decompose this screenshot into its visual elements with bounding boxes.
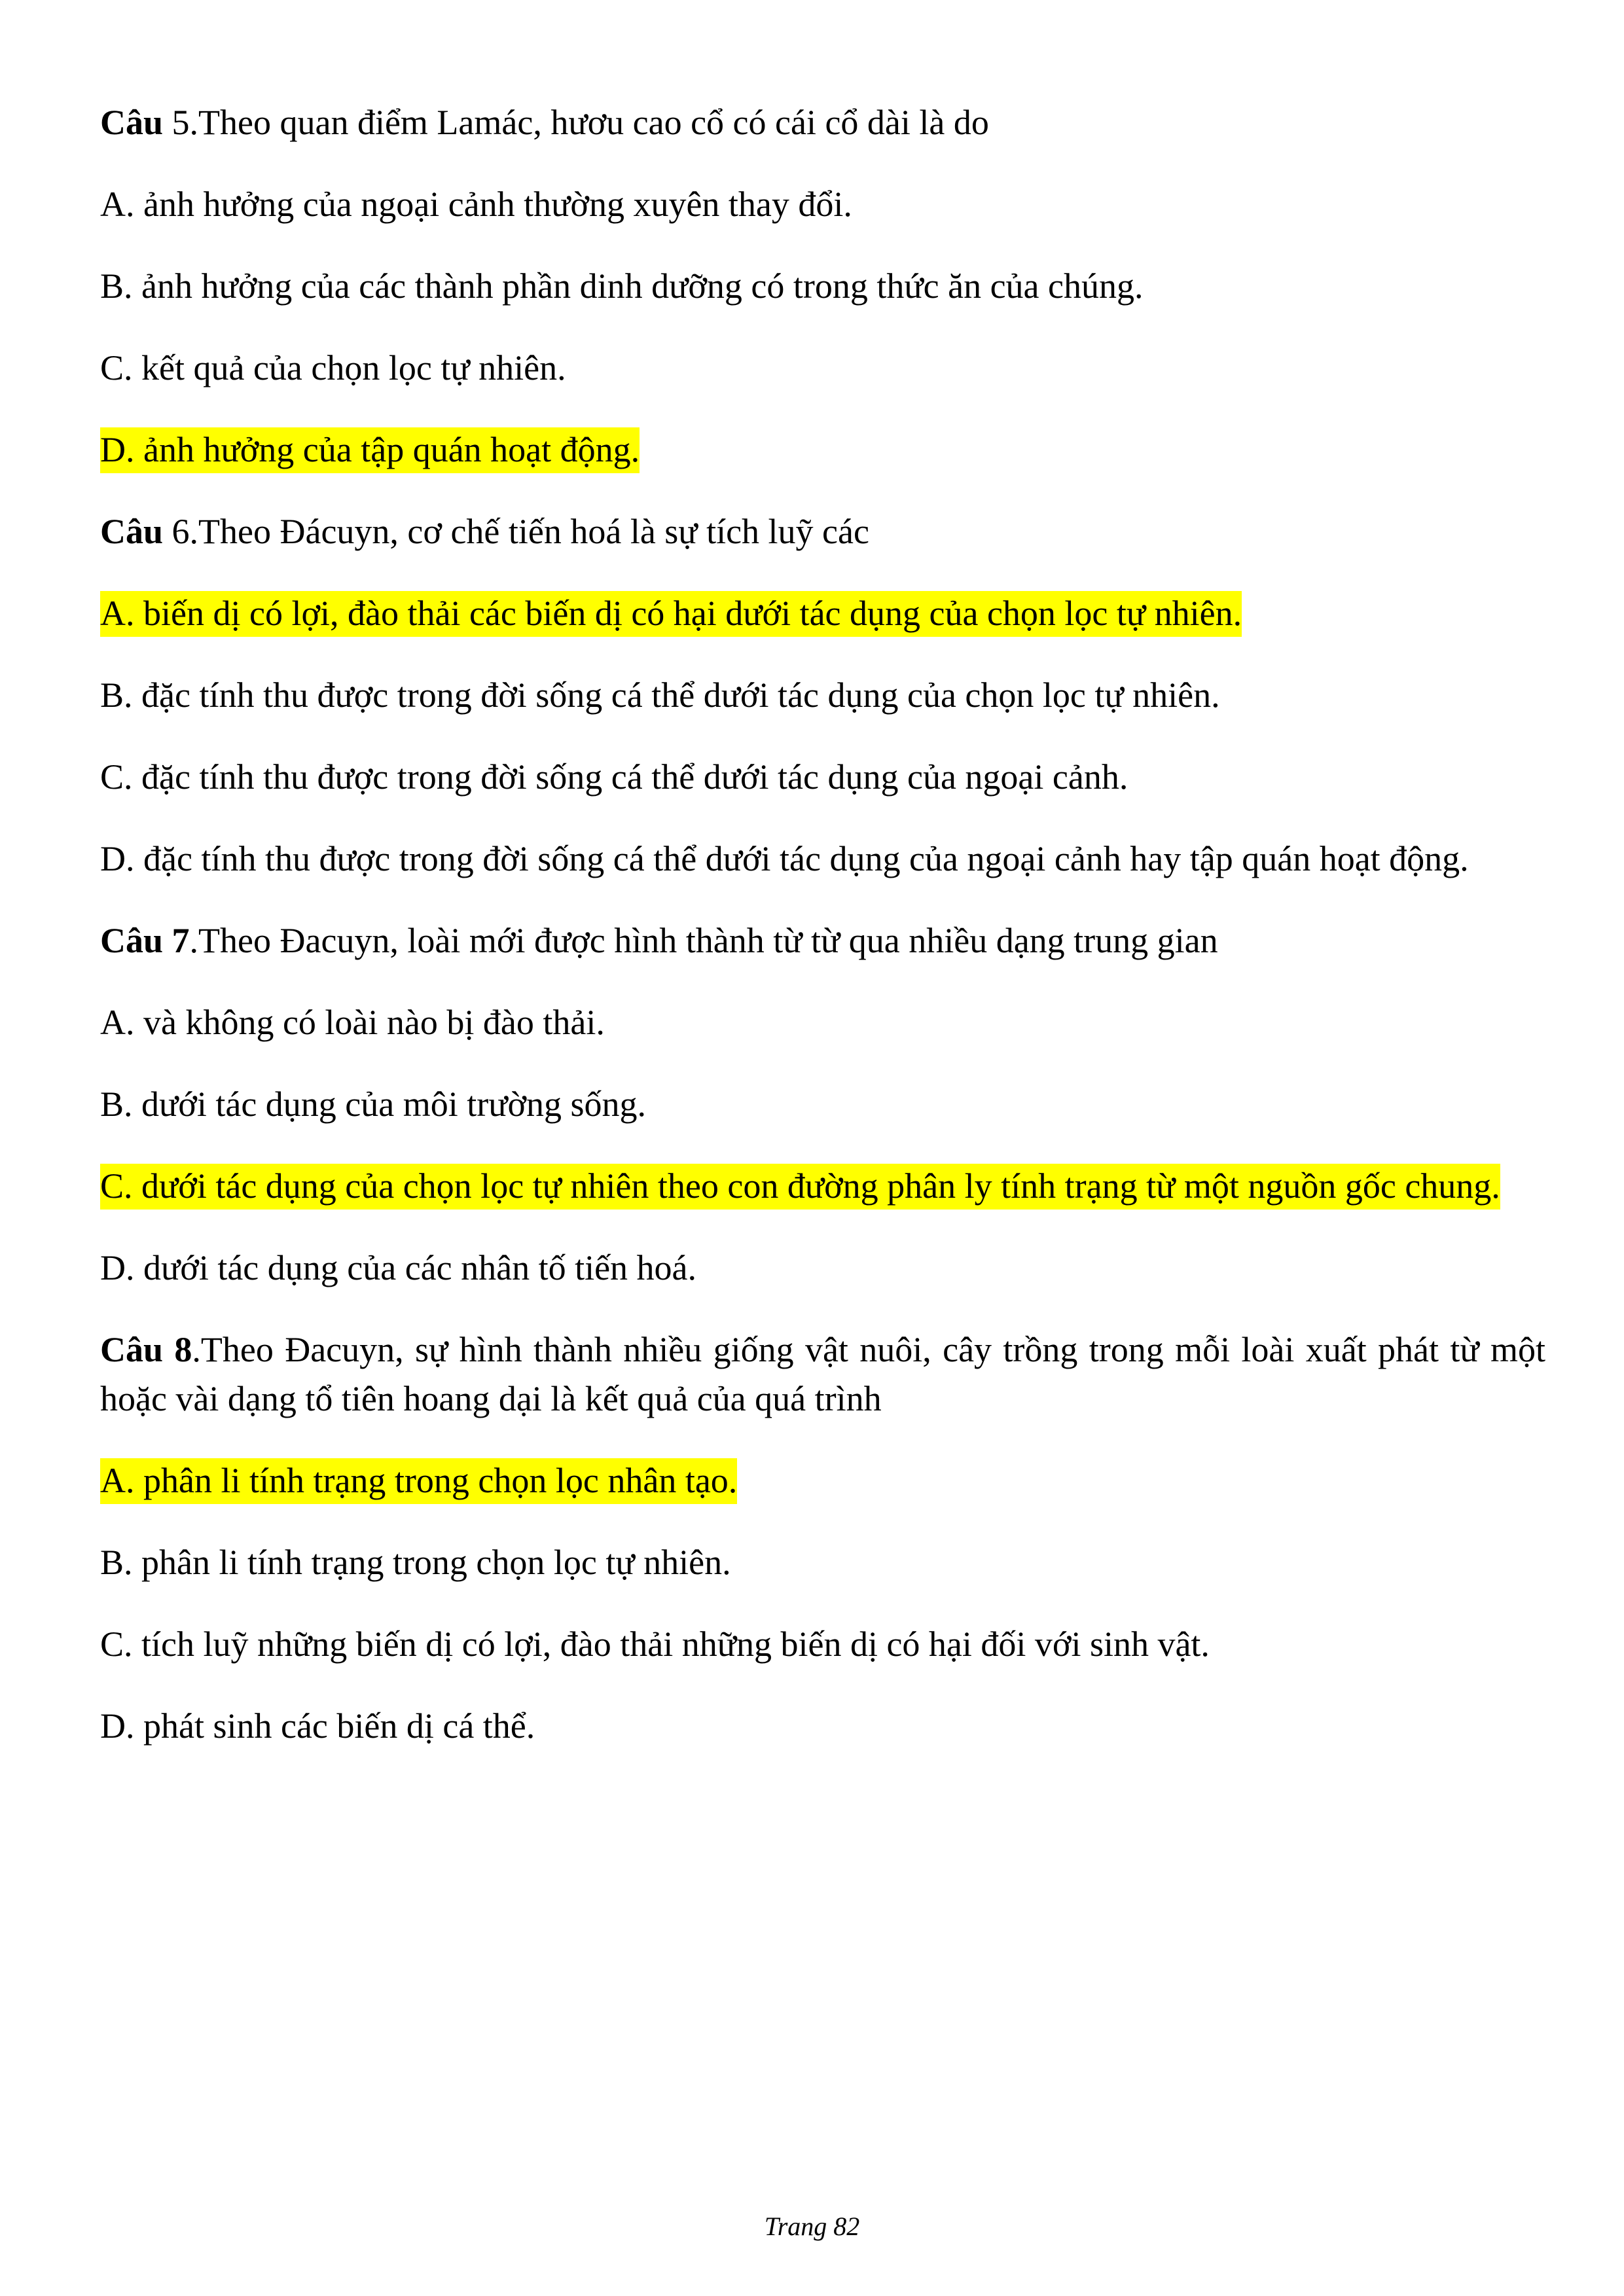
option-d: D. đặc tính thu được trong đời sống cá thể dưới tác dụng của ngoại cảnh hay tập quán hoạt động. — [100, 839, 1469, 878]
answer-highlight: D. ảnh hưởng của tập quán hoạt động. — [100, 427, 640, 473]
question-list — [100, 98, 1545, 1784]
option-b: B. ảnh hưởng của các thành phần dinh dưỡng có trong thức ăn của chúng. — [100, 266, 1144, 306]
question-number: 6 — [163, 512, 190, 551]
question-8 — [100, 1325, 1545, 1751]
question-stem — [100, 1325, 1545, 1424]
question-5 — [100, 98, 1545, 475]
question-text: .Theo Đácuyn, cơ chế tiến hoá là sự tích luỹ các — [189, 512, 869, 551]
option-c: C. đặc tính thu được trong đời sống cá thể dưới tác dụng của ngoại cảnh. — [100, 757, 1128, 797]
option-d: D. phát sinh các biến dị cá thể. — [100, 1706, 535, 1746]
question-stem — [100, 98, 1545, 147]
option-b: B. phân li tính trạng trong chọn lọc tự nhiên. — [100, 1543, 731, 1582]
option-d-answer — [100, 425, 1545, 475]
question-stem — [100, 916, 1545, 965]
answer-highlight: C. dưới tác dụng của chọn lọc tự nhiên theo con đường phân ly tính trạng từ một nguồn gốc chung. — [100, 1164, 1500, 1210]
option-a-answer — [100, 589, 1545, 638]
option-c-answer — [100, 1162, 1545, 1211]
question-label: Câu 7 — [100, 921, 190, 960]
question-text: .Theo Đacuyn, sự hình thành nhiều giống vật nuôi, cây trồng trong mỗi loài xuất phát từ một hoặc vài dạng tổ tiên hoang dại là kết quả của quá trình — [100, 1330, 1546, 1418]
question-label: Câu 8 — [100, 1330, 192, 1369]
question-7 — [100, 916, 1545, 1293]
question-6 — [100, 507, 1545, 884]
question-label: Câu — [100, 512, 164, 551]
option-c: C. tích luỹ những biến dị có lợi, đào thải những biến dị có hại đối với sinh vật. — [100, 1624, 1210, 1664]
question-label: Câu — [100, 103, 164, 142]
question-text: .Theo Đacuyn, loài mới được hình thành từ từ qua nhiều dạng trung gian — [189, 921, 1218, 960]
option-c: C. kết quả của chọn lọc tự nhiên. — [100, 348, 566, 387]
option-b: B. dưới tác dụng của môi trường sống. — [100, 1085, 647, 1124]
option-b: B. đặc tính thu được trong đời sống cá thể dưới tác dụng của chọn lọc tự nhiên. — [100, 675, 1220, 715]
option-a-answer — [100, 1456, 1545, 1505]
question-number: 5 — [163, 103, 190, 142]
option-a: A. ảnh hưởng của ngoại cảnh thường xuyên thay đổi. — [100, 185, 852, 224]
question-stem — [100, 507, 1545, 556]
option-a: A. và không có loài nào bị đào thải. — [100, 1003, 605, 1042]
answer-highlight: A. phân li tính trạng trong chọn lọc nhân tạo. — [100, 1458, 737, 1504]
option-d: D. dưới tác dụng của các nhân tố tiến hoá. — [100, 1248, 697, 1287]
page-number: Trang 82 — [764, 2212, 860, 2241]
answer-highlight: A. biến dị có lợi, đào thải các biến dị có hại dưới tác dụng của chọn lọc tự nhiên. — [100, 591, 1242, 637]
question-text: .Theo quan điểm Lamác, hươu cao cổ có cái cổ dài là do — [189, 103, 989, 142]
